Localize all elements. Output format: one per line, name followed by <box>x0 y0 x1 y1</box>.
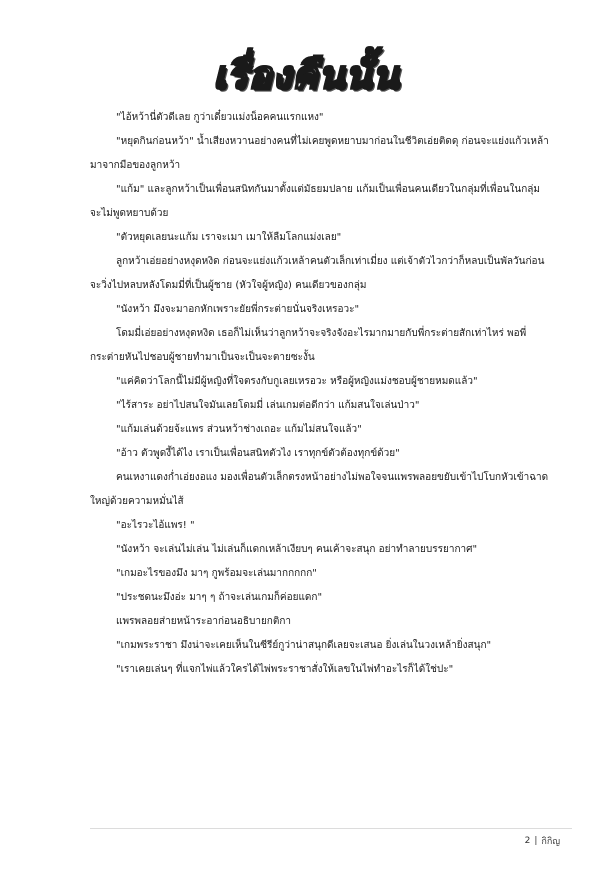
paragraph: คนเหงาแดงก่ำเอ่ยงอแง มองเพื่อนตัวเล็กตรงหน้าอย่างไม่พอใจจนแพรพลอยขยับเข้าไปโบกหัวเข้าฉาดใหญ่ด้วยความหมั่นไส้ <box>90 472 549 507</box>
paragraph: "หยุดกินก่อนหว้า" น้ำเสียงหวานอย่างคนที่ไม่เคยพูดหยาบมาก่อนในชีวิตเอ่ยติดดุ ก่อนจะแย่งแก้วเหล้ามาจากมือของลูกหว้า <box>90 136 549 171</box>
paragraph: "ไอ้หว้านี่ตัวดีเลย กูว่าเดี๋ยวแม่งน็อคคนแรกแหง" <box>116 112 324 123</box>
paragraph: โดมมี่เอ่ยอย่างหงุดหงิด เธอก็ไม่เห็นว่าลูกหว้าจะจริงจังอะไรมากมายกับพี่กระต่ายสักเท่าไหร่ พอพี่กระต่ายหันไปชอบผู้ชายทำมาเป็นจะเป็นจะตายซะงั้น <box>90 328 527 363</box>
author-name: กิกิญ <box>541 837 560 847</box>
paragraph: "ประชดนะมึงอ่ะ มาๆ ๆ ถ้าจะเล่นเกมก็ค่อยแดก" <box>116 592 323 603</box>
page-title: เรื่องคืนนั้น <box>212 53 400 97</box>
paragraph: "แก้มเล่นด้วยจ้ะแพร ส่วนหว้าช่างเถอะ แก้มไม่สนใจแล้ว" <box>116 424 362 435</box>
paragraph: "ตัวหยุดเลยนะแก้ม เราจะเมา เมาให้ลืมโลกแม่งเลย" <box>116 232 342 243</box>
page-footer <box>525 834 560 848</box>
paragraph: "เกมอะไรของมึง มาๆ กูพร้อมจะเล่นมากกกกก" <box>116 568 317 579</box>
paragraph: "เกมพระราชา มึงน่าจะเคยเห็นในซีรีย์กูว่าน่าสนุกดีเลยจะเสนอ ยิ่งเล่นในวงเหล้ายิ่งสนุก" <box>116 640 492 651</box>
footer-separator: | <box>534 836 538 846</box>
footer-divider <box>90 828 572 829</box>
paragraph: "อ้าว ตัวพูดงี้ได้ไง เราเป็นเพื่อนสนิทตัวไง เราทุกข์ตัวต้องทุกข์ด้วย" <box>116 448 400 459</box>
paragraph: "แก้ม" และลูกหว้าเป็นเพื่อนสนิทกันมาตั้งแต่มัธยมปลาย แก้มเป็นเพื่อนคนเดียวในกลุ่มที่เพื่อนในกลุ่มจะไม่พูดหยาบด้วย <box>90 184 540 219</box>
paragraph: "นังหว้า จะเล่นไม่เล่น ไม่เล่นก็แดกเหล้าเงียบๆ คนเค้าจะสนุก อย่าทำลายบรรยากาศ" <box>116 544 478 555</box>
page-number: 2 <box>524 836 531 846</box>
story-body <box>90 106 550 682</box>
paragraph: ลูกหว้าเอ่ยอย่างหงุดหงิด ก่อนจะแย่งแก้วเหล้าคนตัวเล็กเท่าเมี่ยง แต่เจ้าตัวไวกว่าก็หลบเป็นพัลวันก่อนจะวิ่งไปหลบหลังโดมมี่ที่เป็นผู้ชาย (หัวใจผู้หญิง) คนเดียวของกลุ่ม <box>90 256 545 291</box>
paragraph: "เราเคยเล่นๆ ที่แจกไพ่แล้วใครได้ไพ่พระราชาสั่งให้เลขในไพ่ทำอะไรก็ได้ใช่ปะ" <box>116 664 454 675</box>
paragraph: "แค่คิดว่าโลกนี้ไม่มีผู้หญิงที่ใจตรงกับกูเลยเหรอวะ หรือผู้หญิงแม่งชอบผู้ชายหมดแล้ว" <box>116 376 478 387</box>
paragraph: "อะไรวะไอ้แพร! " <box>116 520 195 531</box>
paragraph: "ไร้สาระ อย่าไปสนใจมันเลยโดมมี่ เล่นเกมต่อดีกว่า แก้มสนใจเล่นป่าว" <box>116 400 420 411</box>
paragraph: "นังหว้า มึงจะมาอกหักเพราะยัยพี่กระต่ายนั่นจริงเหรอวะ" <box>116 304 360 315</box>
title-banner <box>0 50 612 100</box>
paragraph: แพรพลอยส่ายหน้าระอาก่อนอธิบายกติกา <box>116 616 292 627</box>
